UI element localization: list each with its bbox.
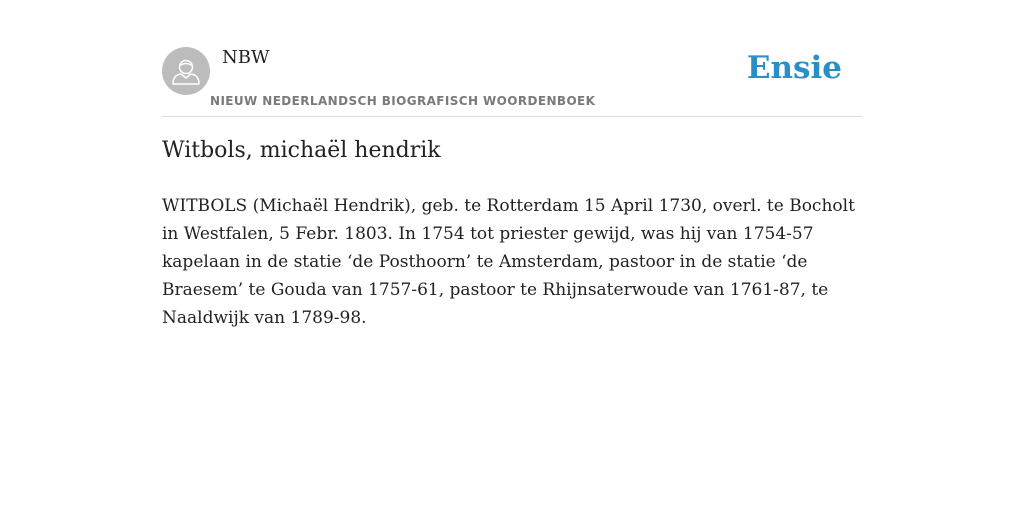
entry-body: WITBOLS (Michaël Hendrik), geb. te Rotterdam 15 April 1730, overl. te Bocholt in Westfalen, 5 Febr. 1803. In 1754 tot priester gewijd, was hij van 1754-57 kapelaan in de statie ‘de Posthoorn’ te Amsterdam, pastoor in de statie ‘de Braesem’ te Gouda van 1757-61, pastoor te Rhijnsaterwoude van 1761-87, te Naaldwijk van 1789-98. (162, 196, 855, 328)
source-header (162, 44, 862, 117)
source-abbreviation[interactable]: NBW (222, 47, 270, 68)
ensie-logo[interactable]: Ensie (746, 50, 842, 86)
user-icon (162, 47, 210, 95)
source-full-name: NIEUW NEDERLANDSCH BIOGRAFISCH WOORDENBOEK (210, 94, 596, 108)
entry-title: Witbols, michaël hendrik (162, 138, 441, 163)
source-avatar (162, 47, 210, 95)
